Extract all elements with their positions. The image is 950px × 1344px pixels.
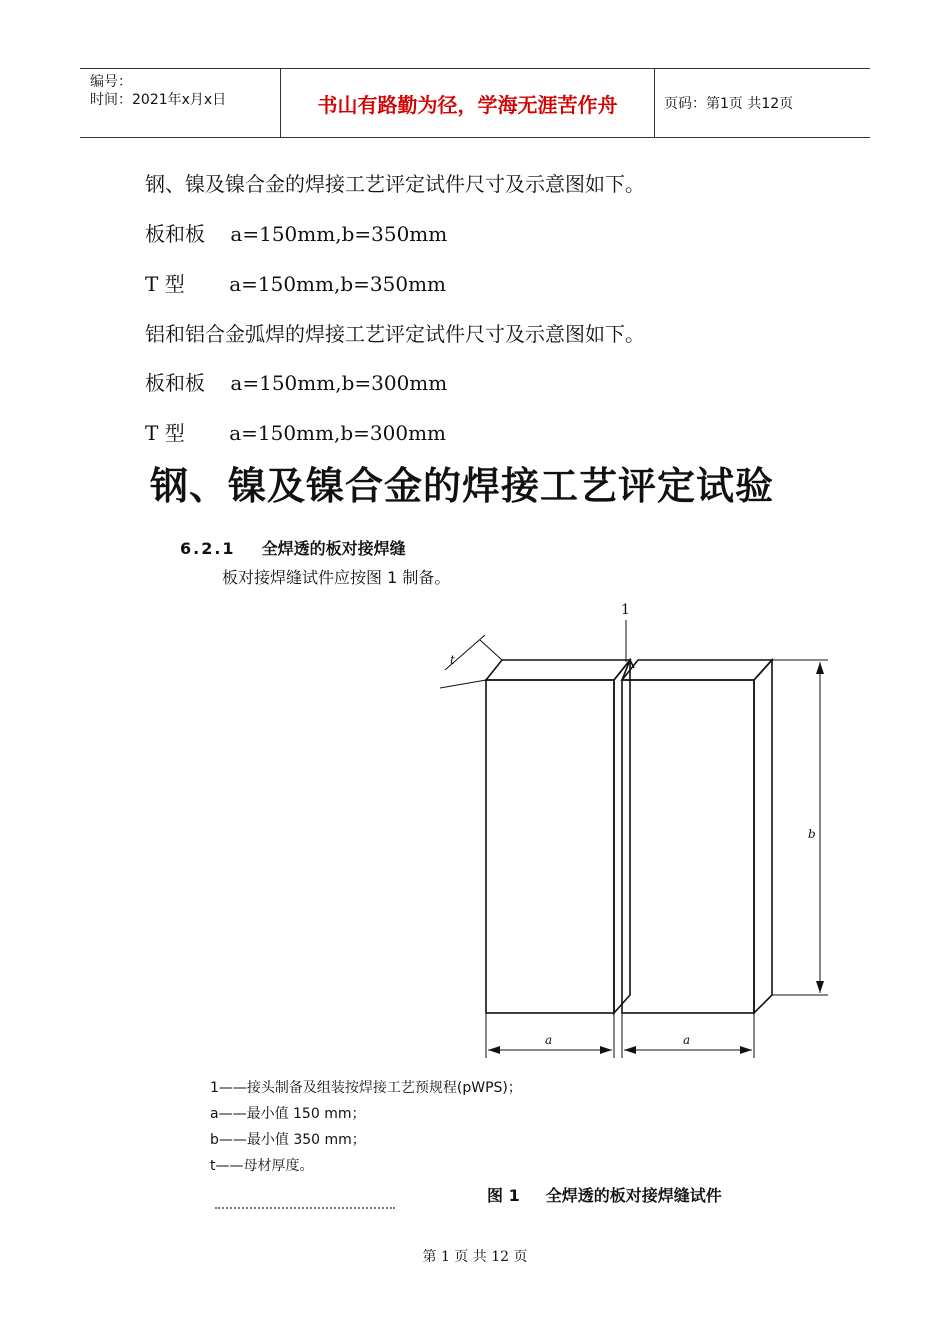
- body-line: 板和板 a=150mm,b=350mm: [145, 222, 448, 246]
- section-number: 6.2.1: [180, 539, 236, 558]
- right-plate-side: [754, 660, 772, 1013]
- label-t: t: [450, 653, 455, 667]
- header-page-info: 页码：第1页 共12页: [664, 96, 794, 112]
- body-line: 钢、镍及镍合金的焊接工艺评定试件尺寸及示意图如下。: [145, 172, 645, 196]
- header-motto: 书山有路勤为径，学海无涯苦作舟: [317, 92, 618, 117]
- arrow-head: [624, 1046, 636, 1054]
- scan-title: 钢、镍及镍合金的焊接工艺评定试验: [150, 464, 775, 508]
- date-label: 时间：2021年x月x日: [90, 92, 227, 108]
- section-heading: [180, 536, 406, 559]
- arrow-head: [816, 981, 824, 993]
- label-b: b: [808, 827, 816, 841]
- arrow-head: [816, 662, 824, 674]
- right-plate-front: [622, 680, 754, 1013]
- legend-item: b——最小值 350 mm；: [210, 1132, 366, 1148]
- body-line: 板和板 a=150mm,b=300mm: [145, 371, 448, 395]
- weld-joint-mark: [622, 660, 634, 680]
- arrow-head: [488, 1046, 500, 1054]
- extension-line: [440, 680, 486, 688]
- legend-item: t——母材厚度。: [210, 1158, 314, 1174]
- scan-cut-edge: [215, 1207, 395, 1213]
- label-1: 1: [621, 602, 630, 618]
- header-table: [80, 68, 870, 138]
- page-footer: 第 1 页 共 12 页: [422, 1249, 528, 1265]
- header-meta: [80, 69, 280, 137]
- section-title: 全焊透的板对接焊缝: [261, 539, 406, 558]
- left-plate-top: [486, 660, 630, 680]
- right-plate-top: [622, 660, 772, 680]
- legend-item: a——最小值 150 mm；: [210, 1106, 366, 1122]
- left-plate-front: [486, 680, 614, 1013]
- legend-item: 1——接头制备及组装按焊接工艺预规程(pWPS)；: [210, 1080, 522, 1096]
- label-a-right: a: [683, 1033, 691, 1047]
- header-divider: [654, 69, 655, 137]
- figure-caption-label: 图 1: [487, 1186, 520, 1205]
- body-line: T 型 a=150mm,b=300mm: [145, 421, 447, 445]
- butt-weld-specimen-figure: [400, 590, 860, 1070]
- label-a-left: a: [545, 1033, 553, 1047]
- figure-caption: [487, 1183, 722, 1206]
- arrow-head: [600, 1046, 612, 1054]
- body-line: T 型 a=150mm,b=350mm: [145, 272, 447, 296]
- figure-caption-text: 全焊透的板对接焊缝试件: [545, 1186, 722, 1205]
- arrow-head: [740, 1046, 752, 1054]
- extension-line: [480, 640, 502, 660]
- number-label: 编号：: [90, 74, 132, 90]
- section-requirement: 板对接焊缝试件应按图 1 制备。: [222, 568, 451, 587]
- body-line: 铝和铝合金弧焊的焊接工艺评定试件尺寸及示意图如下。: [145, 322, 645, 346]
